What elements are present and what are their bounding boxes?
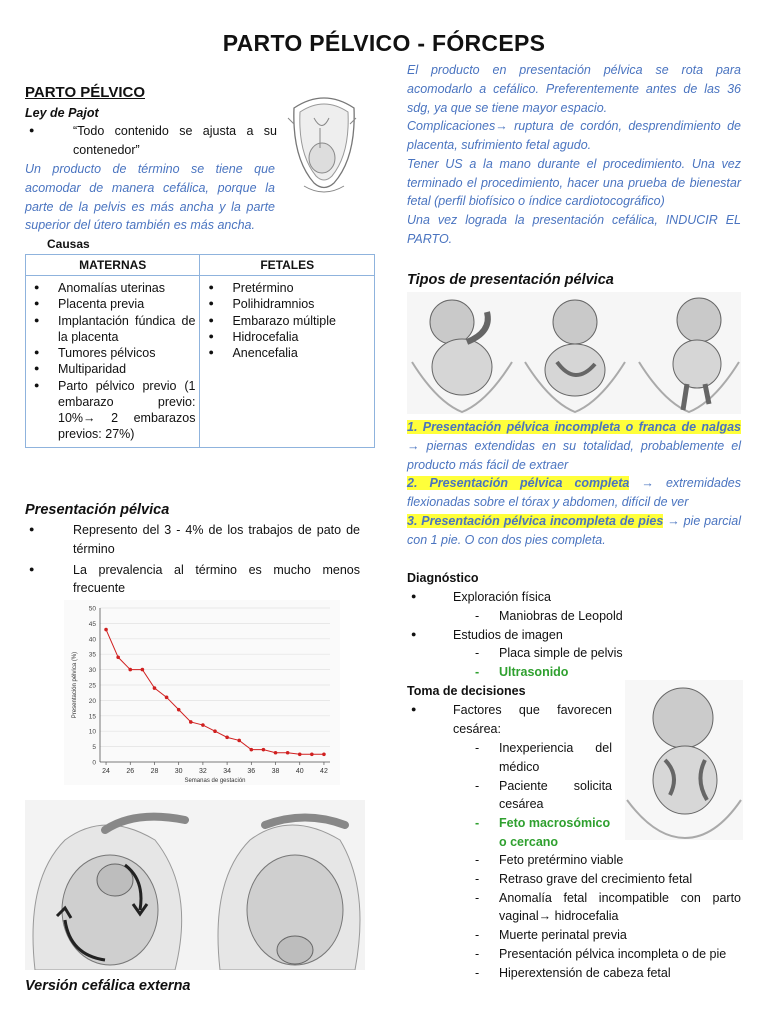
- list-item: ● Anencefalia: [204, 345, 370, 361]
- decisions-title: Toma de decisiones: [407, 684, 526, 698]
- list-item: ● La prevalencia al término es mucho menos frecuente: [25, 561, 360, 599]
- type-3: [407, 512, 741, 550]
- factor-item: - Inexperiencia del médico: [475, 739, 612, 777]
- factor-item: - Anomalía fetal incompatible con parto vaginal→ hidrocefalia: [475, 889, 741, 927]
- fetales-list: [204, 280, 370, 361]
- diagnosis-item: ● Estudios de imagen: [407, 626, 741, 645]
- list-item: ● Tumores pélvicos: [30, 345, 195, 361]
- x-tick-label: 28: [150, 768, 159, 775]
- intro-paragraph: Una vez lograda la presentación cefálica, INDUCIR EL PARTO.: [407, 213, 741, 246]
- list-item: ● Multiparidad: [30, 361, 195, 377]
- type-2-label: 2. Presentación pélvica completa: [407, 476, 630, 491]
- diagnosis-item: ● Exploración física: [407, 588, 741, 607]
- y-tick-label: 10: [88, 728, 96, 736]
- y-tick-label: 20: [88, 697, 96, 705]
- intro-paragraph: Complicaciones→ ruptura de cordón, desprendimiento de placenta, sufrimiento fetal agudo.: [407, 119, 741, 152]
- presentation-list: [25, 521, 360, 598]
- factor-item: - Retraso grave del crecimiento fetal: [475, 870, 741, 889]
- list-item: ● Represento del 3 - 4% de los trabajos de pato de término: [25, 521, 360, 559]
- factor-item: - Presentación pélvica incompleta o de pie: [475, 945, 741, 964]
- data-point: [250, 748, 254, 752]
- data-point: [298, 753, 302, 757]
- data-point: [165, 696, 169, 700]
- law-title: Ley de Pajot: [25, 106, 99, 120]
- data-point: [322, 753, 326, 757]
- data-point: [237, 739, 241, 743]
- diagnosis-sub-ultrasound: - Ultrasonido: [475, 663, 741, 682]
- y-tick-label: 0: [92, 759, 96, 767]
- x-tick-label: 42: [320, 768, 328, 775]
- type-1: [407, 418, 741, 474]
- law-explanation: Un producto de término se tiene que acomodar de manera cefálica, porque la parte de la pelvis es más ancha y la parte superior del útero también es más ancha.: [25, 162, 275, 233]
- page-title: PARTO PÉLVICO - FÓRCEPS: [222, 30, 546, 56]
- factor-item: - Feto pretérmino viable: [475, 851, 741, 870]
- x-tick-label: 24: [102, 768, 110, 775]
- y-tick-label: 45: [88, 620, 96, 628]
- data-point: [116, 655, 120, 659]
- type-1-desc: → piernas extendidas en su totalidad, probablemente el producto más fácil de extraer: [407, 438, 741, 472]
- decisions-list: [407, 701, 612, 739]
- uterus-illustration: [284, 88, 364, 198]
- list-item: ● Polihidramnios: [204, 296, 370, 312]
- x-tick-label: 36: [247, 768, 256, 775]
- col-fetales: FETALES: [200, 255, 375, 276]
- version-title: Versión cefálica externa: [25, 978, 191, 994]
- intro-paragraph: Tener US a la mano durante el procedimiento. Una vez terminado el procedimiento, hacer una prueba de bienestar fetal (perfil biofísico o índice cardiotocográfico): [407, 156, 741, 209]
- list-item: ● Hidrocefalia: [204, 329, 370, 345]
- data-point: [225, 736, 229, 740]
- section-title-parto-pelvico: PARTO PÉLVICO: [25, 84, 146, 101]
- law-quote-list: [25, 122, 277, 160]
- data-point: [153, 686, 157, 690]
- x-tick-label: 38: [271, 768, 280, 775]
- y-axis-label: Presentación pélvica (%): [72, 651, 78, 719]
- fetus-illustration: [625, 680, 743, 840]
- data-point: [189, 720, 193, 724]
- x-tick-label: 26: [126, 768, 135, 775]
- maternas-list: [30, 280, 195, 443]
- causes-table: [25, 254, 375, 448]
- y-tick-label: 50: [88, 605, 96, 613]
- types-title: Tipos de presentación pélvica: [407, 272, 614, 288]
- presentation-title: Presentación pélvica: [25, 502, 170, 518]
- type-2: [407, 474, 741, 512]
- diagnosis-title: Diagnóstico: [407, 571, 479, 585]
- y-tick-label: 30: [88, 667, 96, 675]
- x-axis-label: Semanas de gestación: [184, 778, 246, 784]
- chart-svg: [64, 600, 340, 785]
- causes-table-wrap: [25, 254, 375, 448]
- data-point: [286, 751, 290, 755]
- list-item: ● Parto pélvico previo (1 embarazo previo: 10%→ 2 embarazos previos: 27%): [30, 378, 195, 443]
- factor-item-macrosomic: - Feto macrosómico o cercano: [475, 814, 612, 852]
- list-item: ● Embarazo múltiple: [204, 313, 370, 329]
- x-tick-label: 32: [198, 768, 207, 775]
- type-3-label: 3. Presentación pélvica incompleta de pies: [407, 513, 664, 528]
- data-point: [141, 668, 145, 672]
- data-point: [274, 751, 278, 755]
- factors-list-narrow: [475, 739, 612, 852]
- intro-paragraph: El producto en presentación pélvica se rota para acomodarlo a cefálico. Preferentemente antes de las 36 sdg, ya que se tiene mayor espacio.: [407, 63, 741, 115]
- type-1-label: 1. Presentación pélvica incompleta o franca de nalgas: [407, 420, 741, 434]
- y-tick-label: 40: [88, 636, 96, 644]
- list-item: ● Pretérmino: [204, 280, 370, 296]
- data-point: [310, 753, 314, 757]
- y-tick-label: 35: [88, 651, 96, 659]
- factor-item: - Paciente solicita cesárea: [475, 777, 612, 815]
- y-tick-label: 5: [92, 744, 96, 752]
- data-point: [201, 723, 205, 727]
- x-tick-label: 34: [223, 768, 232, 775]
- x-tick-label: 30: [174, 768, 183, 775]
- x-tick-label: 40: [295, 768, 304, 775]
- decisions-item: ● Factores que favorecen cesárea:: [407, 701, 612, 739]
- types-list: [407, 418, 741, 549]
- diagnosis-list: [407, 588, 741, 682]
- data-point: [262, 748, 266, 752]
- y-tick-label: 15: [88, 713, 96, 721]
- law-quote: ● “Todo contenido se ajusta a su contenedor”: [25, 122, 277, 160]
- data-point: [177, 708, 181, 712]
- breech-prevalence-chart: [64, 600, 340, 785]
- factor-item: - Muerte perinatal previa: [475, 926, 741, 945]
- causes-label: Causas: [47, 237, 90, 251]
- factor-item: - Hiperextensión de cabeza fetal: [475, 964, 741, 983]
- series-line: [106, 630, 324, 755]
- y-tick-label: 25: [88, 682, 96, 690]
- list-item: ● Implantación fúndica de la placenta: [30, 313, 195, 346]
- type-2-desc: → extremidades flexionadas sobre el tórax y abdomen, difícil de ver: [407, 476, 741, 509]
- list-item: ● Placenta previa: [30, 296, 195, 312]
- diagnosis-sub: - Placa simple de pelvis: [475, 644, 741, 663]
- breech-types-illustration: [407, 292, 741, 414]
- data-point: [104, 628, 108, 632]
- external-version-illustration: [25, 800, 365, 970]
- list-item: ● Anomalías uterinas: [30, 280, 195, 296]
- data-point: [128, 668, 132, 672]
- data-point: [213, 729, 217, 733]
- type-3-desc: → pie parcial con 1 pie. O con dos pies completa.: [407, 513, 741, 547]
- intro-text: [407, 61, 741, 249]
- factors-list-wide: [475, 851, 741, 982]
- col-maternas: MATERNAS: [26, 255, 200, 276]
- diagnosis-sub: - Maniobras de Leopold: [475, 607, 741, 626]
